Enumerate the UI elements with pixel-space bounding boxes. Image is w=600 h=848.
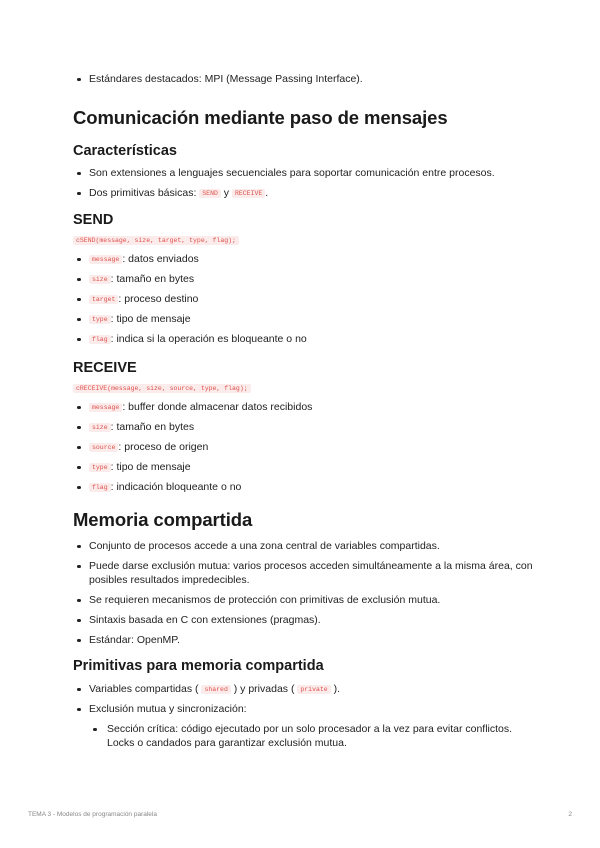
inline-code: flag xyxy=(89,335,111,344)
list-item xyxy=(73,292,533,306)
receive-params-list xyxy=(73,400,533,494)
list-item-text: : proceso de origen xyxy=(118,441,209,453)
inline-code: size xyxy=(89,275,111,284)
list-item xyxy=(73,460,533,474)
list-item-text: . xyxy=(265,187,269,199)
list-item: Sintaxis basada en C con extensiones (pragmas). xyxy=(73,613,533,627)
footer-chapter-title: TEMA 3 - Modelos de programación paralela xyxy=(28,811,157,818)
list-item xyxy=(73,252,533,266)
list-item: Conjunto de procesos accede a una zona central de variables compartidas. xyxy=(73,539,533,553)
primitives-list xyxy=(73,682,533,750)
section-heading-message-passing: Comunicación mediante paso de mensajes xyxy=(73,107,448,128)
inline-code: SEND xyxy=(199,189,221,198)
inline-code: shared xyxy=(201,685,230,694)
list-item: Son extensiones a lenguajes secuenciales para soportar comunicación entre procesos. xyxy=(73,166,533,180)
section-heading-shared-memory: Memoria compartida xyxy=(73,509,253,530)
list-item xyxy=(73,420,533,434)
inline-code: flag xyxy=(89,483,111,492)
list-item xyxy=(73,272,533,286)
subsection-heading-primitives: Primitivas para memoria compartida xyxy=(73,658,324,674)
list-item-text: : indicación bloqueante o no xyxy=(110,481,242,493)
list-item-text: Dos primitivas básicas: xyxy=(89,187,200,199)
page-footer xyxy=(28,811,572,818)
subsection-heading-characteristics: Características xyxy=(73,143,177,159)
characteristics-list xyxy=(73,166,533,200)
inline-code: message xyxy=(89,255,122,264)
list-item: Se requieren mecanismos de protección con primitivas de exclusión mutua. xyxy=(73,593,533,607)
intro-list xyxy=(73,72,533,86)
inline-code: RECEIVE xyxy=(232,189,265,198)
list-item-text: : buffer donde almacenar datos recibidos xyxy=(122,401,313,413)
list-item-text: ) y privadas ( xyxy=(230,683,298,695)
list-item xyxy=(73,332,533,346)
page-number: 2 xyxy=(568,811,572,818)
inline-code: size xyxy=(89,423,111,432)
list-item xyxy=(73,440,533,454)
list-item-text: ). xyxy=(330,683,341,695)
list-item xyxy=(73,400,533,414)
inline-code: private xyxy=(297,685,330,694)
list-item-text: : tipo de mensaje xyxy=(110,461,191,473)
sub-list xyxy=(73,722,533,750)
subsection-heading-receive: RECEIVE xyxy=(73,360,137,376)
inline-code: source xyxy=(89,443,118,452)
page-content xyxy=(73,72,533,750)
list-item: Puede darse exclusión mutua: varios procesos acceden simultáneamente a la misma área, con posibles resultados impredecibles. xyxy=(73,559,533,587)
list-item xyxy=(73,186,533,200)
inline-code: message xyxy=(89,403,122,412)
list-item: Estándares destacados: MPI (Message Passing Interface). xyxy=(73,72,533,86)
list-item-text: : tamaño en bytes xyxy=(110,421,195,433)
list-item-text: : proceso destino xyxy=(118,293,199,305)
list-item xyxy=(73,702,533,750)
list-item-text: Variables compartidas ( xyxy=(89,683,202,695)
inline-code: type xyxy=(89,315,111,324)
subsection-heading-send: SEND xyxy=(73,212,114,228)
inline-code: target xyxy=(89,295,118,304)
list-item xyxy=(73,682,533,696)
list-item-text: : tamaño en bytes xyxy=(110,273,195,285)
send-params-list xyxy=(73,252,533,346)
list-item-text: Exclusión mutua y sincronización: xyxy=(89,703,247,715)
send-signature: cSEND(message, size, target, type, flag); xyxy=(73,236,239,245)
list-item: Estándar: OpenMP. xyxy=(73,633,533,647)
list-item xyxy=(73,312,533,326)
list-item-text: : indica si la operación es bloqueante o no xyxy=(110,333,307,345)
receive-signature: cRECEIVE(message, size, source, type, flag); xyxy=(73,384,251,393)
shared-memory-list xyxy=(73,539,533,647)
list-item-text: : datos enviados xyxy=(122,253,199,265)
list-item xyxy=(73,480,533,494)
sub-list-item: Sección crítica: código ejecutado por un solo procesador a la vez para evitar conflictos. Locks o candados para garantizar exclusión mutua. xyxy=(107,722,533,750)
list-item-text: y xyxy=(220,187,232,199)
list-item-text: : tipo de mensaje xyxy=(110,313,191,325)
inline-code: type xyxy=(89,463,111,472)
